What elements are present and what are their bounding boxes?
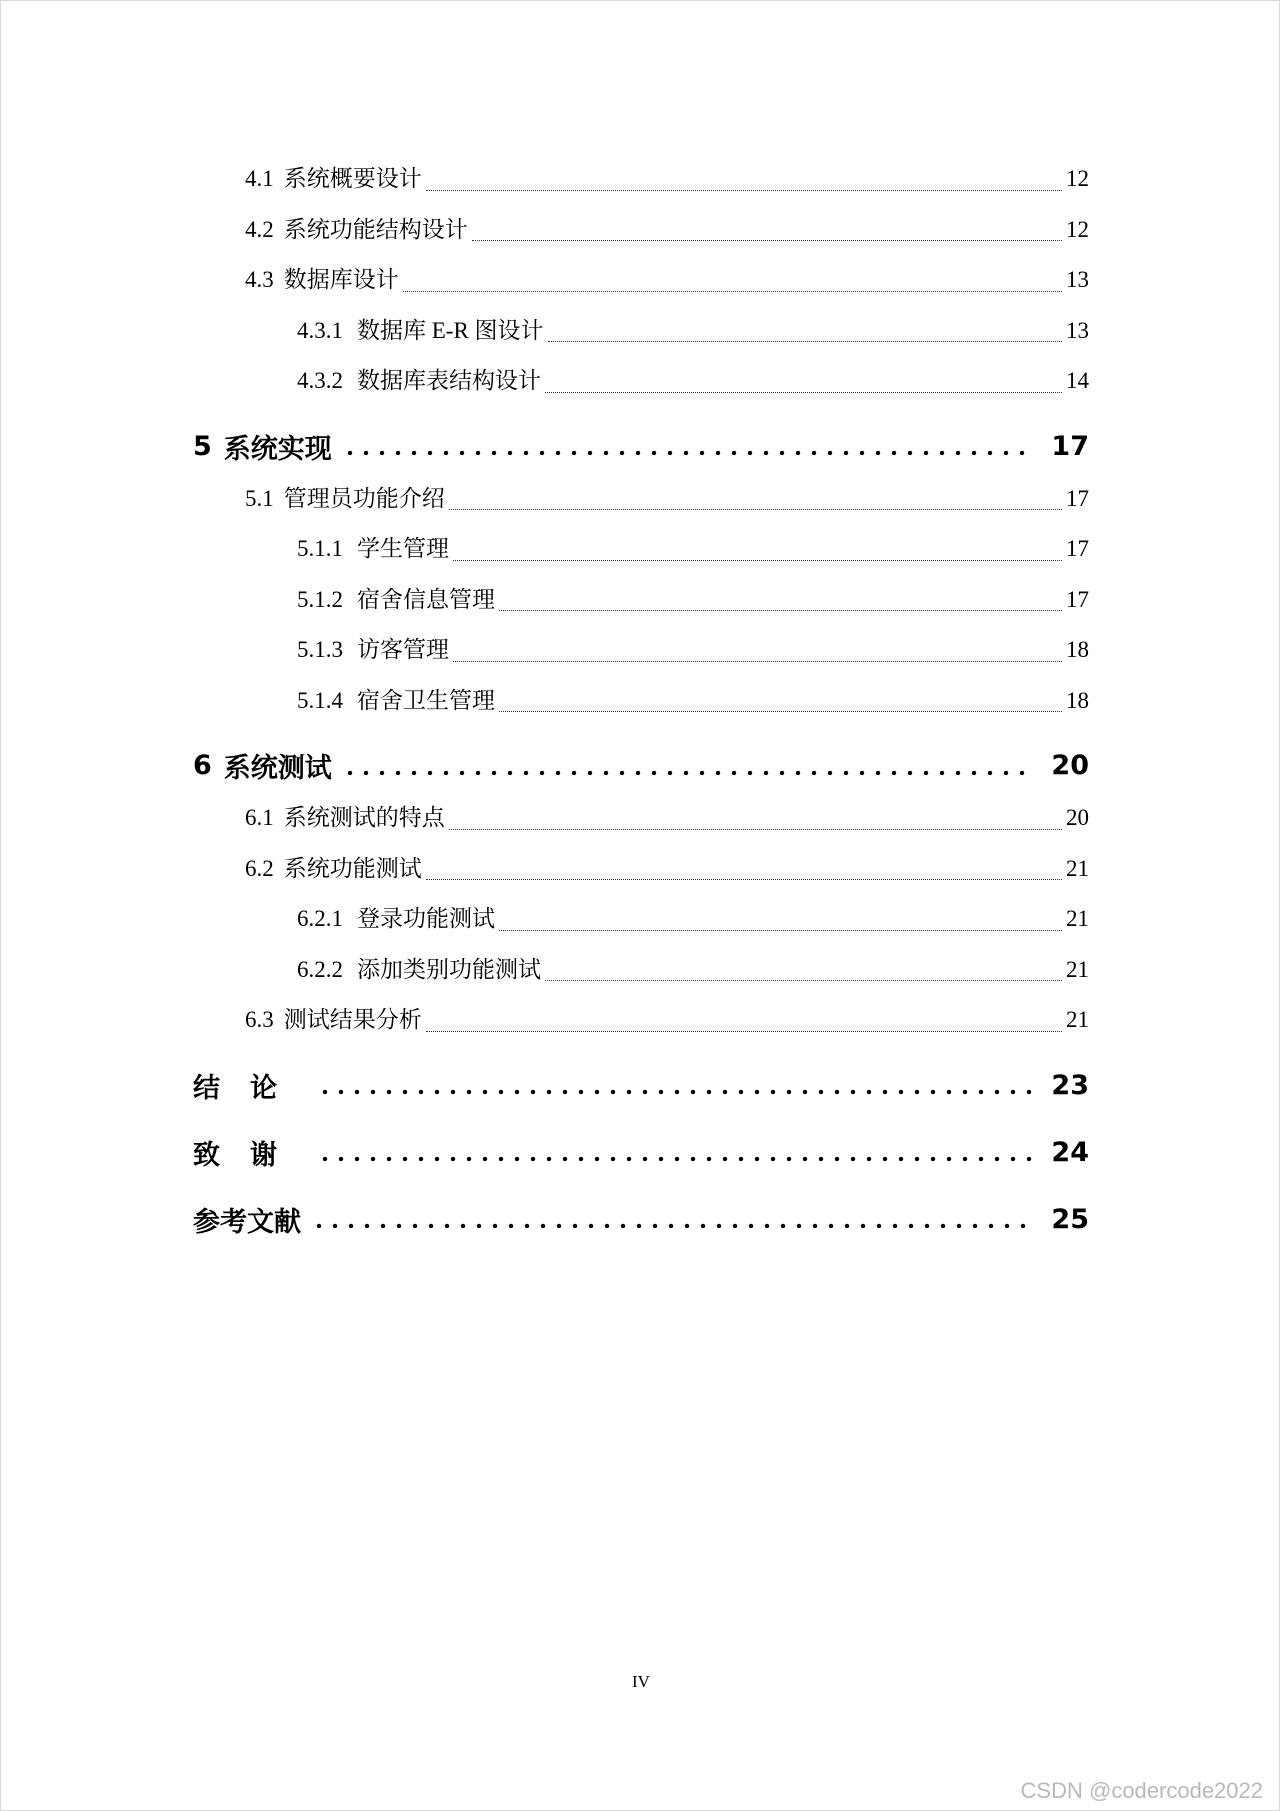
page-number: IV	[632, 1672, 650, 1691]
dot-leader	[545, 979, 1062, 981]
toc-entry-page-number: 24	[1051, 1136, 1089, 1168]
toc-entry[interactable]	[193, 799, 1089, 850]
toc-entry[interactable]	[193, 951, 1089, 1002]
toc-entry-page-number: 23	[1051, 1069, 1089, 1101]
toc-entry-title: 数据库 E-R 图设计	[357, 317, 544, 343]
toc-entry-page-number: 18	[1066, 637, 1089, 662]
toc-entry-page-number: 17	[1066, 536, 1089, 561]
toc-entry-title: 数据库表结构设计	[357, 368, 541, 393]
toc-entry[interactable]	[193, 160, 1089, 211]
dot-leader	[472, 239, 1062, 241]
toc-entry-page-number: 25	[1051, 1203, 1089, 1235]
toc-entry-title: 系统测试	[223, 753, 332, 784]
toc-entry-number: 5	[193, 430, 212, 462]
toc-entry-number: 5.1.3	[297, 637, 343, 662]
toc-entry-page-number: 20	[1051, 750, 1089, 781]
toc-entry-number: 6.3	[245, 1007, 274, 1032]
dot-leader	[499, 710, 1062, 712]
toc-entry-page-number: 17	[1066, 586, 1089, 612]
toc-entry-page-number: 17	[1066, 485, 1089, 511]
toc-entry-title: 宿舍卫生管理	[357, 687, 495, 713]
table-of-contents	[193, 160, 1089, 1253]
toc-entry-title: 登录功能测试	[357, 906, 495, 931]
dot-leader	[453, 559, 1062, 561]
toc-entry-title: 数据库设计	[283, 267, 399, 292]
toc-entry-title: 管理员功能介绍	[283, 485, 445, 511]
toc-entry-number: 4.3	[245, 267, 274, 292]
toc-entry-number: 4.1	[245, 166, 274, 191]
toc-entry-number: 6.1	[245, 805, 274, 830]
dot-leader	[449, 828, 1062, 830]
toc-entry[interactable]	[193, 312, 1089, 363]
toc-entry[interactable]	[193, 211, 1089, 262]
toc-entry-page-number: 18	[1066, 687, 1089, 713]
dot-leader	[545, 391, 1062, 393]
dot-leader	[449, 508, 1062, 510]
toc-entry-number: 5.1.1	[297, 536, 343, 561]
toc-entry-number: 4.2	[245, 216, 274, 242]
toc-entry-number: 5.1.4	[297, 687, 343, 713]
dot-leader	[311, 1223, 1035, 1229]
dot-leader	[426, 1030, 1062, 1032]
dot-leader	[426, 189, 1062, 191]
toc-entry-number: 6.2.1	[297, 906, 343, 931]
toc-entry[interactable]	[193, 1001, 1089, 1052]
toc-entry-title: 系统功能结构设计	[283, 216, 468, 242]
toc-entry-title: 致谢	[193, 1139, 307, 1171]
toc-entry-number: 6.2	[245, 855, 274, 881]
toc-entry[interactable]	[193, 362, 1089, 413]
toc-entry-number: 6	[193, 750, 212, 781]
dot-leader	[342, 450, 1036, 456]
toc-entry[interactable]	[193, 732, 1089, 799]
toc-entry-title: 宿舍信息管理	[357, 586, 495, 612]
toc-entry-page-number: 13	[1066, 317, 1089, 343]
toc-entry-page-number: 12	[1066, 166, 1089, 191]
toc-entry-page-number: 17	[1051, 430, 1089, 462]
toc-entry-number: 6.2.2	[297, 956, 343, 982]
toc-entry-title: 添加类别功能测试	[357, 956, 541, 982]
toc-entry[interactable]	[193, 530, 1089, 581]
toc-entry-title: 访客管理	[357, 637, 449, 662]
watermark: CSDN @codercode2022	[1020, 1778, 1263, 1803]
toc-entry-title: 参考文献	[193, 1206, 301, 1238]
toc-entry-number: 4.3.2	[297, 368, 343, 393]
toc-entry[interactable]	[193, 1119, 1089, 1186]
toc-entry-title: 系统实现	[223, 433, 332, 465]
toc-entry-title: 学生管理	[357, 536, 449, 561]
toc-entry[interactable]	[193, 581, 1089, 632]
toc-entry-page-number: 21	[1066, 1007, 1089, 1032]
toc-entry[interactable]	[193, 1052, 1089, 1119]
toc-entry[interactable]	[193, 631, 1089, 682]
toc-entry-title: 结论	[193, 1072, 307, 1104]
toc-entry-page-number: 13	[1066, 267, 1089, 292]
toc-entry[interactable]	[193, 900, 1089, 951]
toc-entry-title: 测试结果分析	[283, 1007, 422, 1032]
dot-leader	[317, 1156, 1035, 1162]
toc-entry[interactable]	[193, 480, 1089, 531]
toc-entry-title: 系统功能测试	[283, 855, 422, 881]
toc-entry-page-number: 20	[1066, 805, 1089, 830]
toc-entry[interactable]	[193, 413, 1089, 480]
toc-entry-title: 系统概要设计	[283, 166, 422, 191]
toc-entry-number: 4.3.1	[297, 317, 343, 343]
dot-leader	[499, 929, 1062, 931]
toc-entry-page-number: 21	[1066, 906, 1089, 931]
dot-leader	[499, 609, 1062, 611]
dot-leader	[317, 1089, 1035, 1095]
toc-entry[interactable]	[193, 682, 1089, 733]
dot-leader	[426, 878, 1062, 880]
toc-entry-page-number: 21	[1066, 855, 1089, 881]
toc-entry-title: 系统测试的特点	[283, 805, 445, 830]
dot-leader	[403, 290, 1062, 292]
dot-leader	[342, 770, 1036, 776]
toc-entry-number: 5.1.2	[297, 586, 343, 612]
dot-leader	[548, 340, 1062, 342]
dot-leader	[453, 660, 1062, 662]
toc-entry-page-number: 12	[1066, 216, 1089, 242]
toc-entry-page-number: 21	[1066, 956, 1089, 982]
toc-entry-page-number: 14	[1066, 368, 1089, 393]
toc-entry[interactable]	[193, 1186, 1089, 1253]
toc-entry-number: 5.1	[245, 485, 274, 511]
toc-entry[interactable]	[193, 850, 1089, 901]
toc-entry[interactable]	[193, 261, 1089, 312]
